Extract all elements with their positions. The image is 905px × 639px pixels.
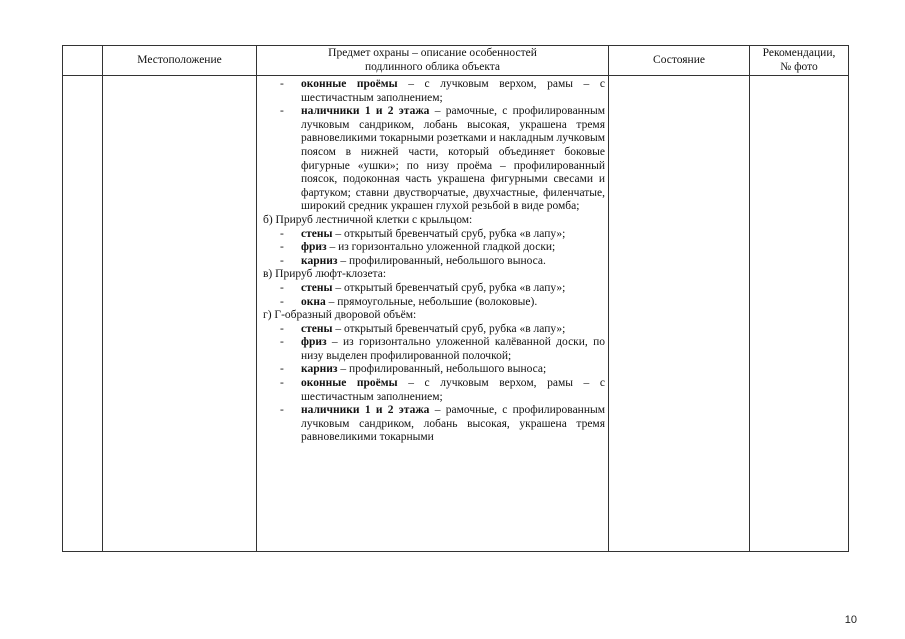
- list-item-description: – из горизонтально уложенной гладкой доски;: [326, 241, 556, 254]
- list-item-description: – с лучковым верхом, рамы – с шестичастным заполнением;: [301, 78, 605, 104]
- list-bullet-dash: -: [280, 377, 284, 390]
- list-item-description: – рамочные, с профилированным лучковым сандриком, лобань высокая, украшена тремя равновеликими токарными розетками и накладным лучковым поясом в нижней части, который объединяет боковые фигурные «ушки»; по низу проёма – профилированный поясок, подоконная часть украшена фигурными свесами и фартуком; ставни двустворчатые, двухчастные, филенчатые, широкий средник украшен глухой резьбой в виде ромба;: [301, 105, 605, 213]
- list-item-term: окна: [301, 295, 326, 308]
- list-item: [263, 336, 605, 363]
- list-item-description: – рамочные, с профилированным лучковым сандриком, лобань высокая, украшена тремя равновеликими токарными: [301, 404, 605, 444]
- list-item-term: стены: [301, 227, 333, 240]
- list-item: [263, 282, 605, 296]
- header-recommendations: [750, 46, 849, 76]
- header-location: Местоположение: [103, 46, 257, 76]
- list-bullet-dash: -: [280, 105, 284, 118]
- header-subject-line1: Предмет охраны – описание особенностей: [328, 47, 537, 59]
- list-item: [263, 323, 605, 337]
- list-item-term: стены: [301, 281, 333, 294]
- list-item: [263, 228, 605, 242]
- table-row: [63, 76, 849, 552]
- header-blank: [63, 46, 103, 76]
- cell-number: [63, 76, 103, 552]
- list-item-term: стены: [301, 322, 333, 335]
- page-number: 10: [844, 614, 857, 626]
- list-item-description: – профилированный, небольшого выноса.: [337, 254, 546, 267]
- list-item-description: – открытый бревенчатый сруб, рубка «в лапу»;: [332, 281, 566, 294]
- list-bullet-dash: -: [280, 281, 284, 294]
- table-header-row: [63, 46, 849, 76]
- list-item-term: фриз: [301, 241, 327, 254]
- list-item-term: фриз: [301, 336, 327, 349]
- list-item: [263, 404, 605, 445]
- header-subject: [257, 46, 609, 76]
- list-item-term: наличники 1 и 2 этажа: [301, 404, 430, 417]
- list-item: [263, 296, 605, 310]
- list-item-term: карниз: [301, 254, 338, 267]
- list-bullet-dash: -: [280, 254, 284, 267]
- list-bullet-dash: -: [280, 322, 284, 335]
- subsection-heading: в) Прируб люфт-клозета:: [263, 268, 387, 281]
- list-item: [263, 78, 605, 105]
- subject-description: [257, 76, 608, 445]
- list-item-description: – из горизонтально уложенной калёванной доски, по низу выделен профилированной полочкой;: [301, 336, 605, 362]
- list-item: [263, 363, 605, 377]
- list-bullet-dash: -: [280, 336, 284, 349]
- header-state: Состояние: [609, 46, 750, 76]
- list-item-description: – с лучковым верхом, рамы – с шестичастным заполнением;: [301, 377, 605, 403]
- list-item-term: оконные проёмы: [301, 377, 398, 390]
- list-item-description: – прямоугольные, небольшие (волоковые).: [325, 295, 538, 308]
- header-recommendations-line2: № фото: [780, 60, 818, 73]
- cell-state: [609, 76, 750, 552]
- protection-subject-table: [62, 45, 849, 552]
- header-recommendations-line1: Рекомендации,: [762, 47, 836, 59]
- list-item-description: – открытый бревенчатый сруб, рубка «в лапу»;: [332, 227, 566, 240]
- subsection-heading: г) Г-образный дворовой объём:: [263, 309, 417, 322]
- list-item-description: – профилированный, небольшого выноса;: [337, 363, 547, 376]
- list-bullet-dash: -: [280, 404, 284, 417]
- list-item-description: – открытый бревенчатый сруб, рубка «в лапу»;: [332, 322, 566, 335]
- list-item: [263, 241, 605, 255]
- header-subject-line2: подлинного облика объекта: [364, 60, 501, 73]
- list-item-term: наличники 1 и 2 этажа: [301, 105, 430, 118]
- cell-location: [103, 76, 257, 552]
- list-bullet-dash: -: [280, 295, 284, 308]
- cell-subject: [257, 76, 609, 552]
- list-item: [263, 377, 605, 404]
- list-item: [263, 105, 605, 214]
- list-item: [263, 255, 605, 269]
- subsection-heading: б) Прируб лестничной клетки с крыльцом:: [263, 213, 473, 226]
- list-bullet-dash: -: [280, 78, 284, 90]
- list-bullet-dash: -: [280, 363, 284, 376]
- cell-recommendations: [750, 76, 849, 552]
- list-bullet-dash: -: [280, 241, 284, 254]
- list-item-term: карниз: [301, 363, 338, 376]
- list-item-term: оконные проёмы: [301, 78, 398, 90]
- list-bullet-dash: -: [280, 227, 284, 240]
